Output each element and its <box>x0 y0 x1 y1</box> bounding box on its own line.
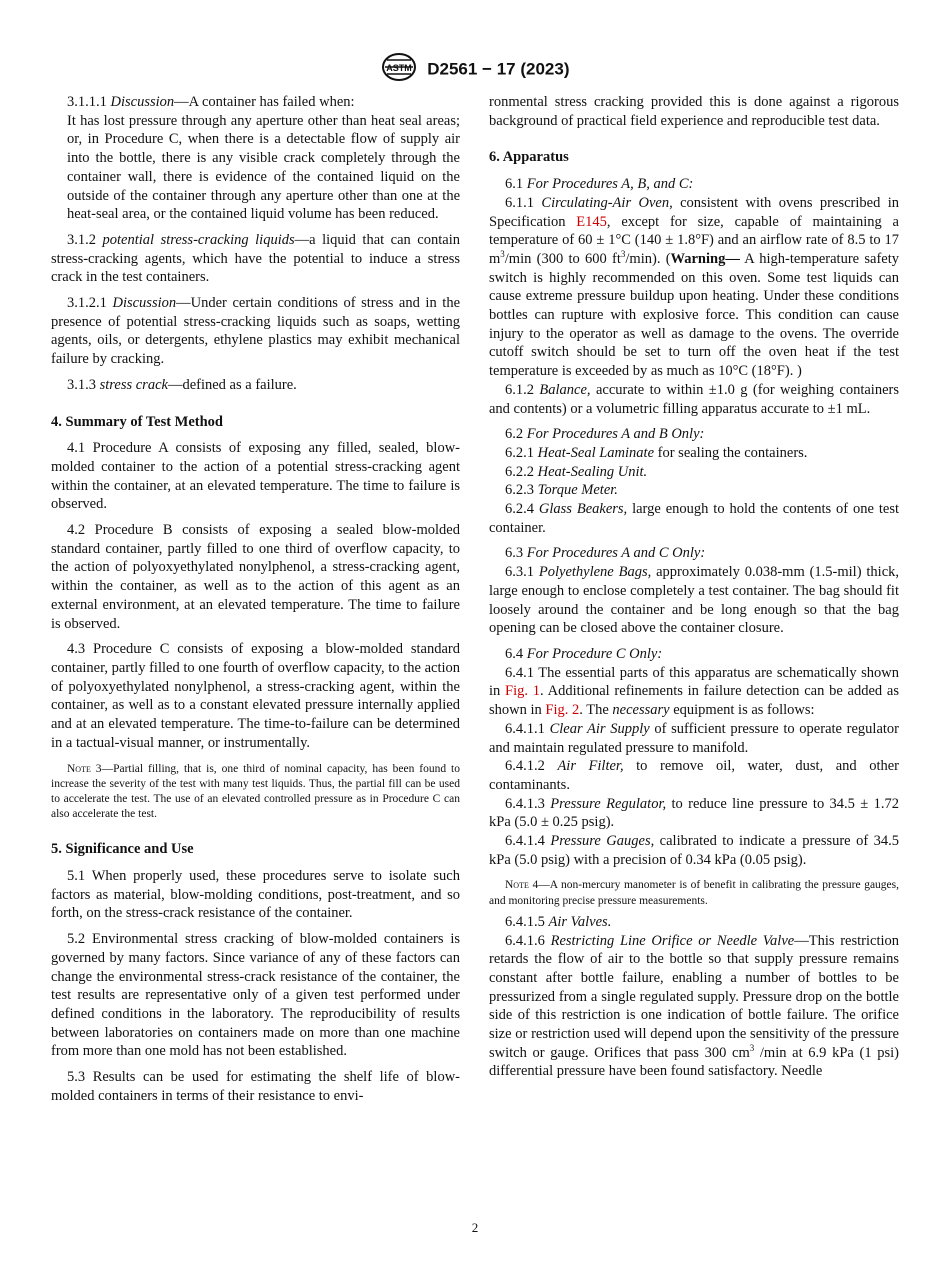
section-5-1: 5.1 When properly used, these procedures serve to isolate such factors as material, blow-molding conditions, post-treatment, and so forth, on the stress-crack resistance of the container. <box>51 868 460 922</box>
section-3-1-1-1-body: It has lost pressure through any aperture other than heat seal areas; or, in Procedure C, when there is a detectable flow of supply air into the bottle, there is any visible crack completely through the container wall, there is evidence of the contained liquid on the outside of the container through any aperture other than one at the heat-seal area, or the contained liquid volume has been reduced. <box>67 112 460 223</box>
section-6-3: 6.3 For Procedures A and C Only: <box>505 545 706 562</box>
right-column <box>489 93 899 1081</box>
section-4-3: 4.3 Procedure C consists of exposing a blow-molded standard container, partly filled to one fourth of overflow capacity, to the action of polyoxyethylated nonylphenol, a stress-cracking agent, within the container, as well as to a constant elevated pressure internally applied and at an elevated temperature. The time-to-failure can be determined in a tactual-visual manner, or instrumentally. <box>51 641 460 751</box>
svg-text:ASTM: ASTM <box>385 63 412 73</box>
standard-designation: D2561 − 17 (2023) <box>427 59 570 79</box>
section-3-1-2: 3.1.2 potential stress-cracking liquids—a liquid that can contain stress-cracking agents, which have the potential to induce a stress crack in the test containers. <box>51 231 460 286</box>
section-3-1-2-1: 3.1.2.1 Discussion—Under certain conditions of stress and in the presence of potential stress-cracking liquids such as soaps, wetting agents, oils, or detergents, ethylene plastics may exhibit mechanical failure by cracking. <box>51 295 461 368</box>
section-6-1-2: 6.1.2 Balance, accurate to within ±1.0 g (for weighing containers and contents) or a volumetric filling apparatus accurate to ±1 mL. <box>489 381 899 417</box>
astm-logo-icon <box>381 52 417 87</box>
section-6-4-1: 6.4.1 The essential parts of this apparatus are schematically shown in Fig. 1. Additional refinements in failure detection can be added as shown in Fig. 2. The necessary equipment is as follows: <box>489 664 900 719</box>
section-6-4-1-2: 6.4.1.2 Air Filter, to remove oil, water, dust, and other contaminants. <box>489 758 900 793</box>
page-header <box>0 52 950 87</box>
section-6-1-1: 6.1.1 Circulating-Air Oven, consistent with ovens prescribed in Specification E145, except for size, capable of maintaining a temperature of 60 ± 1°C (140 ± 1.8°F) and an airflow rate of 8.5 to 17 $m^3/\min$ (300 to 600 $ft^3/\min$). (Warning— A high-temperature safety switch is highly recommended on this oven. Some test liquids can cause extreme pressure buildup upon heating. Under these conditions bottles can rupture with explosive force. This condition can cause injury to the operator as well as damage to the ovens. The override cutoff switch should be set to turn off the oven heat if the test temperature is exceeded by as much as 10°C (18°F). ) <box>489 194 900 380</box>
section-6-2-1: 6.2.1 Heat-Seal Laminate for sealing the containers. <box>505 444 808 461</box>
link-fig-2[interactable]: Fig. 2 <box>545 702 580 719</box>
section-6-4-1-4: 6.4.1.4 Pressure Gauges, calibrated to indicate a pressure of 34.5 kPa (5.0 psig) with a precision of 0.34 kPa (0.05 psig). <box>489 833 899 868</box>
section-4-1: 4.1 Procedure A consists of exposing any filled, sealed, blow-molded container to the action of a potential stress-cracking agent within the container, at an elevated temperature. The time to failure is observed. <box>51 440 460 513</box>
section-6-2: 6.2 For Procedures A and B Only: <box>505 426 705 443</box>
section-6-2-4: 6.2.4 Glass Beakers, large enough to hold the contents of one test container. <box>489 501 899 536</box>
section-4-2: 4.2 Procedure B consists of exposing a sealed blow-molded standard container, partly filled to one third of overflow capacity, to the action of polyoxyethylated nonylphenol, a stress-cracking agent, within the container, as well as to the action of this agent as an external environment, at an elevated temperature. The time to failure is observed. <box>51 522 460 632</box>
section-3-1-3: 3.1.3 stress crack—defined as a failure. <box>67 376 297 393</box>
heading-significance: 5. Significance and Use <box>51 841 194 858</box>
section-6-2-3: 6.2.3 Torque Meter. <box>505 482 618 499</box>
section-5-2: 5.2 Environmental stress cracking of blow-molded containers is governed by many factors. Since variance of any of these factors can change the environmental stress-crack resistance of the container, the test results are representative only of a given test performed under defined conditions in the laboratory. The reproducibility of results between laboratories on containers made on more than one machine from more than one mold has not been established. <box>51 931 460 1060</box>
link-fig-1[interactable]: Fig. 1 <box>505 683 541 700</box>
page-number: 2 <box>471 1220 479 1235</box>
section-6-1: 6.1 For Procedures A, B, and C: <box>505 176 694 193</box>
note-4: Note 4—A non-mercury manometer is of benefit in calibrating the pressure gauges, and monitoring precise pressure measurements. <box>489 879 900 907</box>
section-6-2-2: 6.2.2 Heat-Sealing Unit. <box>505 463 648 480</box>
section-5-3: 5.3 Results can be used for estimating the shelf life of blow-molded containers in terms of their resistance to envi- <box>51 1069 460 1104</box>
section-3-1-1-1: 3.1.1.1 Discussion—A container has failed when: <box>67 94 355 110</box>
section-6-4-1-6: 6.4.1.6 Restricting Line Orifice or Needle Valve—This restriction retards the flow of air to the bottle so that supply pressure remains constant after bottle failure, enabling a number of bottles to be pressurized from a single regulated supply. Pressure drop on the bottle side of this restriction is one indication of bottle failure. The orifice size or restriction used will depend upon the sensitivity of the pressure switch or gauge. Orifices that pass 300 $cm^3$ /min at 6.9 kPa (1 psi) differential pressure have been found satisfactory. Needle <box>489 932 899 1080</box>
section-6-4: 6.4 For Procedure C Only: <box>505 645 663 662</box>
section-5-3-continued: ronmental stress cracking provided this is done against a rigorous background of practical field experience and reproducible test data. <box>489 94 899 129</box>
section-6-3-1: 6.3.1 Polyethylene Bags, approximately 0.038-mm (1.5-mil) thick, large enough to enclose completely a test container. The bag should fit loosely around the container and be long enough so that the bag opening can be closed above the container closure. <box>489 564 900 637</box>
left-column <box>51 93 460 1105</box>
heading-summary: 4. Summary of Test Method <box>51 413 223 430</box>
link-e145[interactable]: E145 <box>576 213 607 230</box>
section-6-4-1-3: 6.4.1.3 Pressure Regulator, to reduce line pressure to 34.5 ± 1.72 kPa (5.0 ± 0.25 psig). <box>489 795 899 831</box>
section-6-4-1-5: 6.4.1.5 Air Valves. <box>505 913 612 930</box>
section-6-4-1-1: 6.4.1.1 Clear Air Supply of sufficient pressure to operate regulator and maintain regulated pressure to manifold. <box>489 720 899 756</box>
heading-apparatus: 6. Apparatus <box>489 149 569 166</box>
note-3: Note 3—Partial filling, that is, one third of nominal capacity, has been found to increase the severity of the test with many test liquids. Thus, the partial fill can be used to accelerate the test. The use of an elevated controlled pressure as in Procedure C can also accelerate the test. <box>51 762 461 821</box>
